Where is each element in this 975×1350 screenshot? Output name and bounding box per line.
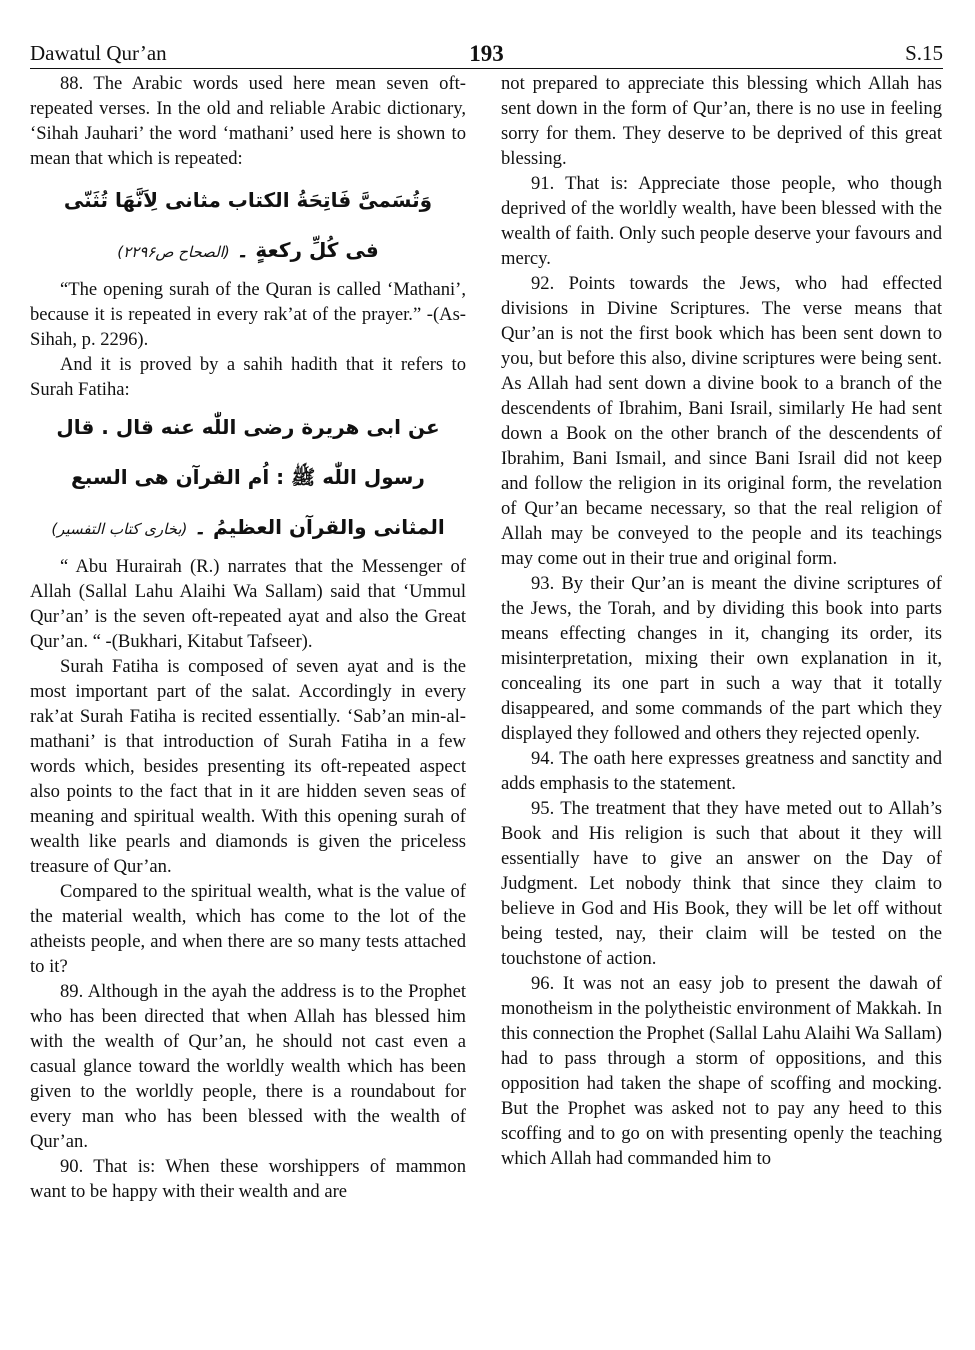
arabic-quote-hadith bbox=[30, 402, 466, 554]
arabic-line: وَتُسَمىَّ فَاتِحَةُ الكتاب مثانى لِاَنَّهَا تُثَنّى bbox=[63, 188, 433, 212]
arabic-line-with-ref bbox=[30, 225, 466, 277]
arabic-line: عن ابى هريرة رضى اللّٰه عنه قال . قال bbox=[56, 415, 440, 439]
left-column bbox=[30, 71, 466, 1204]
note-96: 96. It was not an easy job to present the dawah of monotheism in the polytheistic environment of Makkah. In this connection the Prophet (Sallal Lahu Alaihi Wa Sallam) had to pass through a storm of oppositions, and this opposition had taken the shape of scoffing and mocking. But the Prophet was asked not to pay any heed to this scoffing and to go on with presenting openly the teaching which Allah had commanded him to bbox=[501, 973, 942, 1169]
arabic-line-with-ref bbox=[30, 502, 466, 554]
note-89: 89. Although in the ayah the address is to the Prophet who has been directed that when Allah has blessed him with the wealth of Qur’an, he should not cast even a casual glance toward the worldly wealth which has been given to the worldly people, there is a roundabout for every man who has been blessed with the wealth of Qur’an. bbox=[30, 981, 466, 1152]
note-88: 88. The Arabic words used here mean seven oft-repeated verses. In the old and reliable Arabic dictionary, ‘Sihah Jauhari’ the word ‘mathani’ used here is shown to mean that which is repeated: bbox=[30, 73, 466, 169]
paragraph-fatiha: Surah Fatiha is composed of seven ayat and is the most important part of the salat. Accordingly in every rak’at Surah Fatiha is recited essentially. ‘Sab’an min-al-mathani’ is that introduction of Surah Fatiha in a few words which, besides presenting its oft-repeated aspect also points to the fact that in it are hidden seven seas of meaning and spiritual wealth. With this opening surah of wealth like pearls and diamonds is given the priceless treasure of Qur’an. bbox=[30, 656, 466, 877]
note-93: 93. By their Qur’an is meant the divine scriptures of the Jews, the Torah, and by dividing this book into parts means effecting changes in it, changing its order, its misinterpretation, mixing their own explanation in it, concealing its one part in such a way that it totally disappeared, and some commands of the part which they displayed they followed and others they rejected openly. bbox=[501, 573, 942, 744]
running-header bbox=[30, 38, 943, 69]
arabic-line: رسول اللّٰه ﷺ : اُم القرآن هى السبع bbox=[71, 465, 425, 489]
note-95: 95. The treatment that they have meted out to Allah’s Book and His religion is such that about it they will essentially have to give an answer on the Day of Judgment. Let nobody think that since they claim to believe in God and His Book, they will be let off without being tested, nay, their claim will be tested on the touchstone of action. bbox=[501, 798, 942, 969]
surah-reference: S.15 bbox=[905, 41, 943, 65]
arabic-reference: (بخارى كتاب التفسير) bbox=[51, 520, 188, 538]
note-90: 90. That is: When these worshippers of mammon want to be happy with their wealth and are bbox=[30, 1156, 466, 1202]
page-number: 193 bbox=[469, 41, 504, 66]
book-title: Dawatul Qur’an bbox=[30, 41, 167, 65]
paragraph-hadith-intro: And it is proved by a sahih hadith that it refers to Surah Fatiha: bbox=[30, 354, 466, 400]
right-column bbox=[501, 71, 942, 1171]
translation-hadith: “ Abu Hurairah (R.) narrates that the Messenger of Allah (Sallal Lahu Alaihi Wa Sallam) said that ‘Ummul Qur’an’ is the seven oft-repeated ayat and also the Great Qur’an. “ -(Bukhari, Kitabut Tafseer). bbox=[30, 556, 466, 652]
note-94: 94. The oath here expresses greatness and sanctity and adds emphasis to the statement. bbox=[501, 748, 942, 794]
translation-sihah: “The opening surah of the Quran is called ‘Mathani’, because it is repeated in every rak’at of the prayer.” -(As-Sihah, p. 2296). bbox=[30, 279, 466, 350]
arabic-line: فى كُلِّ ركعةٍ ۔ bbox=[236, 238, 379, 262]
arabic-reference: (الصحاح ص۲۲۹۶) bbox=[117, 243, 230, 261]
note-91: 91. That is: Appreciate those people, who though deprived of the worldly wealth, have been blessed with the wealth of faith. Only such people deserve your favours and mercy. bbox=[501, 173, 942, 269]
arabic-quote-sihah bbox=[30, 175, 466, 277]
note-92: 92. Points towards the Jews, who had effected divisions in Divine Scriptures. The verse means that Qur’an is not the first book which has been sent down to you, but before this also, divine scriptures were being sent. As Allah had sent down a divine book to a branch of the descendents of Ibrahim, Bani Israil, similarly He had sent down a Book on the other branch of the descendents of Ibrahim, Bani Ismail, and since Bani Israil did not keep and follow the religion in its original form, the revelation of Qur’an became necessary, so that the real religion of Allah may be conveyed to the people and its teachings may come out in their true and original form. bbox=[501, 273, 942, 569]
note-90-continued: not prepared to appreciate this blessing which Allah has sent down in the form of Qur’an, there is no use in feeling sorry for them. They deserve to be deprived of this great blessing. bbox=[501, 73, 942, 169]
paragraph-compared: Compared to the spiritual wealth, what is the value of the material wealth, which has come to the lot of the atheists people, and when there are so many tests attached to it? bbox=[30, 881, 466, 977]
arabic-line: المثانى والقرآن العظيمُ ۔ bbox=[194, 515, 445, 539]
